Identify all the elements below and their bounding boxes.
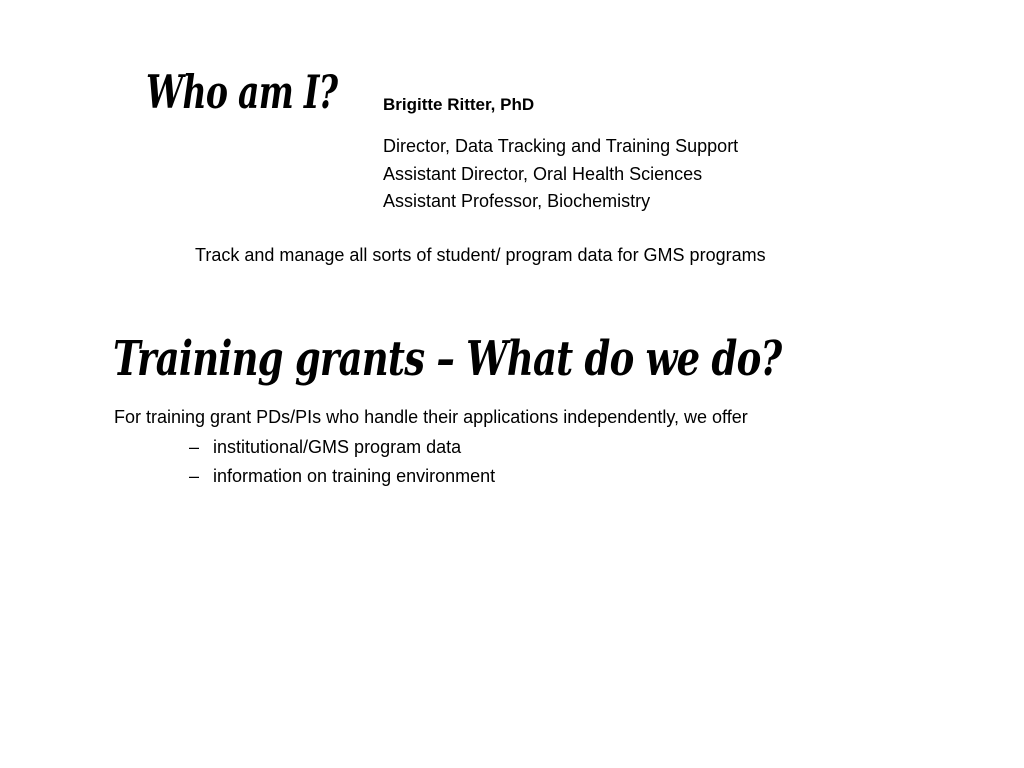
title-director: Director, Data Tracking and Training Support — [383, 136, 739, 156]
list-item — [189, 433, 495, 462]
title-assistant-director: Assistant Director, Oral Health Sciences — [383, 163, 703, 184]
list-item — [189, 462, 495, 491]
who-am-i-heading: Who am I? — [146, 65, 338, 119]
presenter-titles — [383, 133, 738, 216]
presenter-name: Brigitte Ritter, PhD — [383, 95, 535, 114]
list-item-text: information on training environment — [213, 465, 496, 486]
dash-marker: – — [189, 465, 200, 486]
training-grants-heading: Training grants – What do we do? — [113, 331, 782, 387]
dash-marker: – — [189, 437, 200, 457]
offer-list — [189, 433, 495, 490]
title-assistant-professor: Assistant Professor, Biochemistry — [383, 191, 651, 211]
role-description: Track and manage all sorts of student/ program data for GMS programs — [195, 245, 766, 265]
list-item-text: institutional/GMS program data — [213, 437, 462, 457]
offer-intro: For training grant PDs/PIs who handle their applications independently, we offer — [114, 407, 748, 427]
